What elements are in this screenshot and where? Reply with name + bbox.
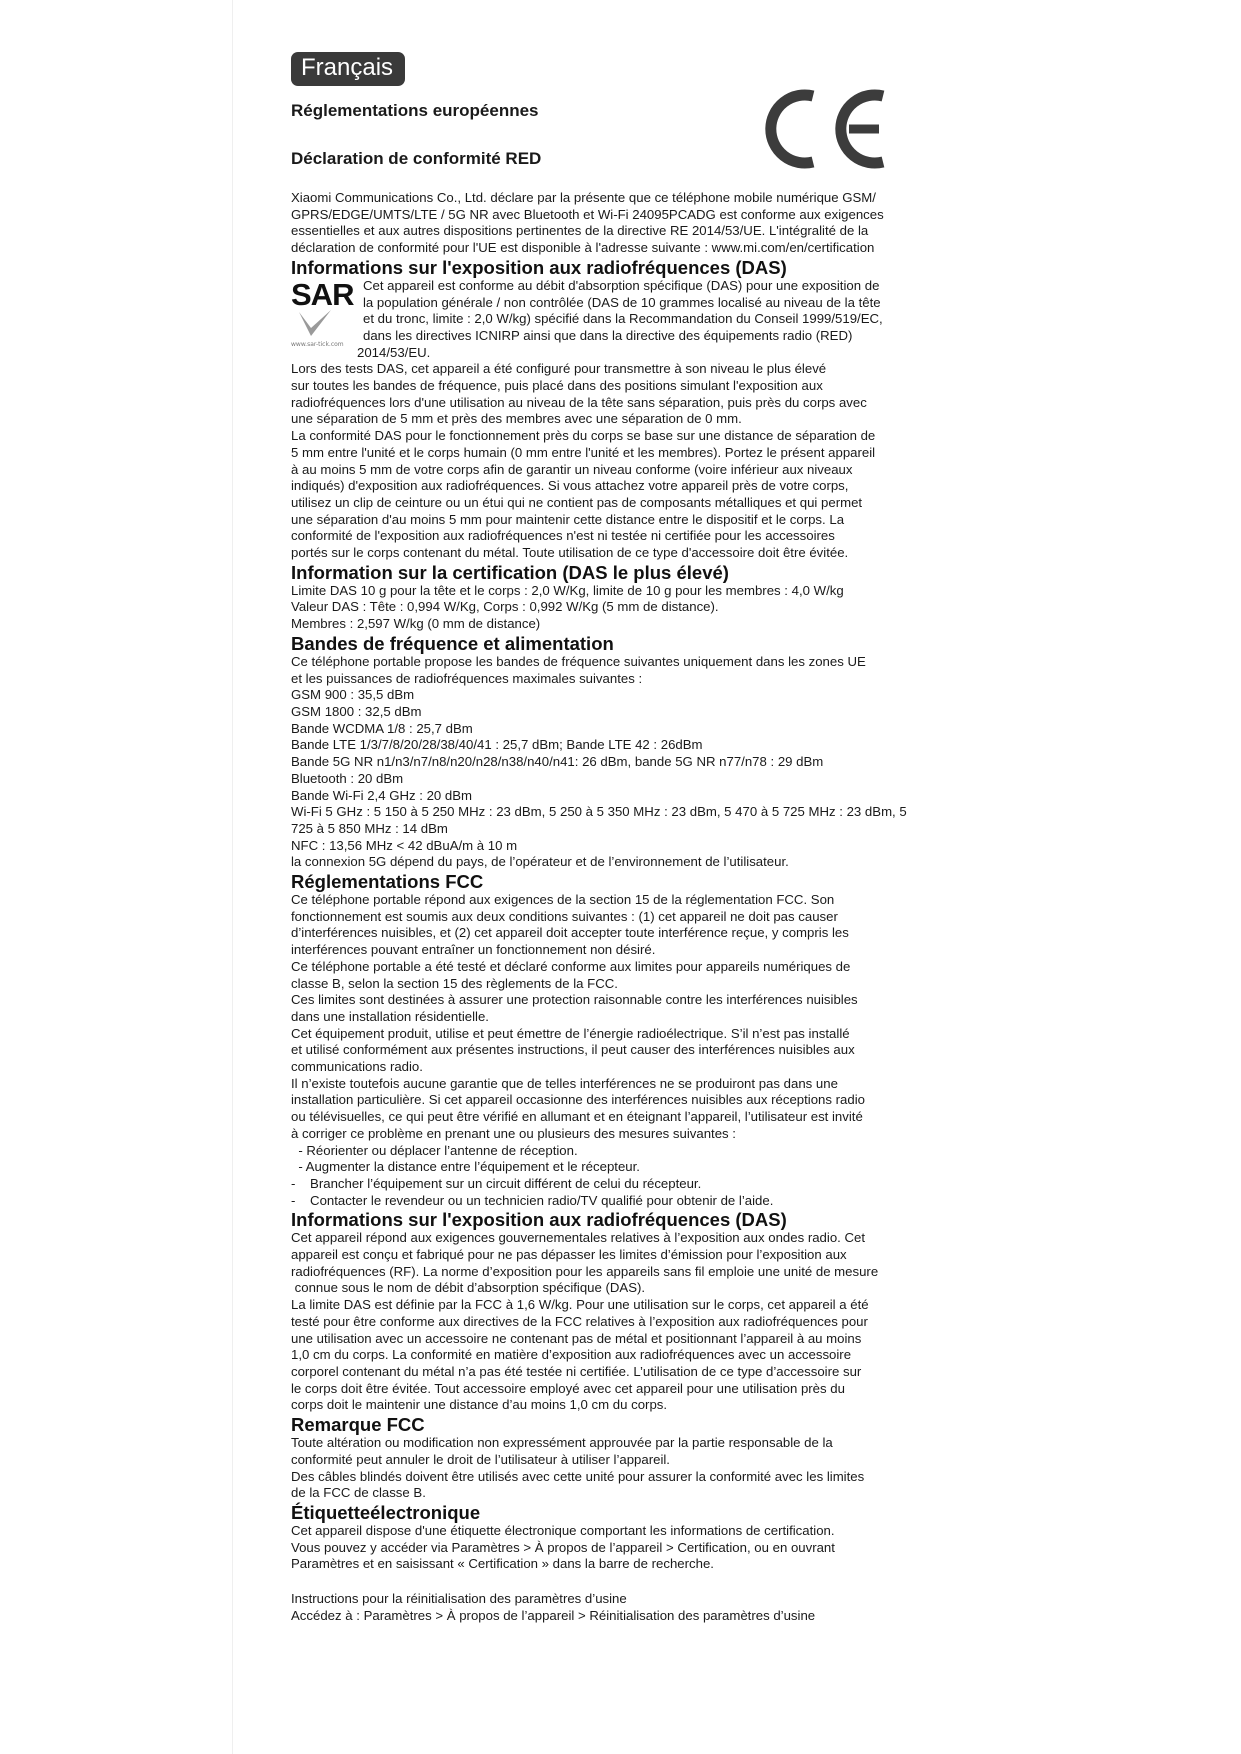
e-label-text: [291, 1523, 961, 1573]
document-content: [291, 52, 961, 1624]
text-line: la connexion 5G dépend du pays, de l’opérateur et de l’environnement de l’utilisateur.: [291, 854, 789, 870]
text-line: Limite DAS 10 g pour la tête et le corps : 2,0 W/Kg, limite de 10 g pour les membres : 4,0 W/kg: [291, 582, 844, 598]
text-line: Des câbles blindés doivent être utilisés avec cette unité pour assurer la conformité avec les limites: [291, 1468, 865, 1484]
text-line: le corps doit être évitée. Tout accessoire employé avec cet appareil pour une utilisation près du: [291, 1380, 845, 1396]
text-line: La limite DAS est définie par la FCC à 1,6 W/kg. Pour une utilisation sur le corps, cet appareil a été: [291, 1297, 869, 1313]
text-line: fonctionnement est soumis aux deux conditions suivantes : (1) cet appareil ne doit pas causer: [291, 908, 838, 924]
ce-mark-icon: [751, 86, 891, 172]
text-line: et les puissances de radiofréquences maximales suivantes :: [291, 670, 643, 686]
sar-text: [357, 277, 961, 362]
text-line: Bluetooth : 20 dBm: [291, 770, 404, 786]
text-line: indiqués) d'exposition aux radiofréquences. Si vous attachez votre appareil près de votre corps,: [291, 478, 849, 494]
text-line: 725 à 5 850 MHz : 14 dBm: [291, 820, 448, 836]
text-line: appareil est conçu et fabriqué pour ne pas dépasser les limites d’émission pour l’exposition aux: [291, 1247, 847, 1263]
text-line: Bande LTE 1/3/7/8/20/28/38/40/41 : 25,7 dBm; Bande LTE 42 : 26dBm: [291, 737, 703, 753]
list-item: - Contacter le revendeur ou un technicien radio/TV qualifié pour obtenir de l’aide.: [291, 1192, 774, 1208]
certification-heading: Information sur la certification (DAS le plus élevé): [291, 561, 729, 583]
text-line: Cet appareil répond aux exigences gouvernementales relatives à l’exposition aux ondes radio. Cet: [291, 1230, 866, 1246]
text-line: classe B, selon la section 15 des règlements de la FCC.: [291, 975, 618, 991]
text-line: d’interférences nuisibles, et (2) cet appareil doit accepter toute interférence reçue, y compris les: [291, 925, 849, 941]
text-line: à au moins 5 mm de votre corps afin de garantir un niveau conforme (voire inférieur aux niveaux: [291, 461, 853, 477]
text-line: déclaration de conformité pour l'UE est disponible à l'adresse suivante : www.mi.com/en/certification: [291, 240, 875, 256]
text-line: Paramètres et en saisissant « Certification » dans la barre de recherche.: [291, 1556, 714, 1572]
text-line: ou télévisuelles, ce qui peut être vérifié en allumant et en éteignant l’appareil, l’utilisateur est invité: [291, 1109, 863, 1125]
das-fcc-text: [291, 1230, 961, 1414]
e-label-heading: Étiquetteélectronique: [291, 1501, 481, 1523]
list-item: - Augmenter la distance entre l’équipement et le récepteur.: [291, 1159, 640, 1175]
text-line: Cet équipement produit, utilise et peut émettre de l’énergie radioélectrique. S’il n’est pas installé: [291, 1025, 850, 1041]
text-line: Toute altération ou modification non expressément approuvée par la partie responsable de la: [291, 1435, 833, 1451]
text-line: Bande WCDMA 1/8 : 25,7 dBm: [291, 720, 473, 736]
text-line: Cet appareil dispose d'une étiquette électronique comportant les informations de certification.: [291, 1522, 835, 1538]
language-badge: Français: [291, 52, 405, 86]
fcc-heading: Réglementations FCC: [291, 871, 484, 893]
sar-logo: [291, 278, 363, 348]
text-line: installation particulière. Si cet appareil occasionne des interférences nuisibles aux réceptions radio: [291, 1092, 865, 1108]
das-fcc-heading: Informations sur l'exposition aux radiofréquences (DAS): [291, 1209, 787, 1231]
spacer: [291, 1573, 961, 1591]
text-line: Accédez à : Paramètres > À propos de l’appareil > Réinitialisation des paramètres d’usine: [291, 1607, 816, 1623]
text-line: Bande Wi-Fi 2,4 GHz : 20 dBm: [291, 787, 473, 803]
text-line: corps doit le maintenir une distance d’au moins 1,0 cm du corps.: [291, 1397, 668, 1413]
text-line: Cet appareil est conforme au débit d'absorption spécifique (DAS) pour une exposition de: [363, 277, 880, 293]
page-edge-line: [232, 0, 233, 1754]
text-line: Ce téléphone portable a été testé et déclaré conforme aux limites pour appareils numériques de: [291, 958, 851, 974]
text-line: dans une installation résidentielle.: [291, 1008, 489, 1024]
text-line: GPRS/EDGE/UMTS/LTE / 5G NR avec Bluetooth et Wi-Fi 24095PCADG est conforme aux exigences: [291, 206, 884, 222]
text-line: interférences pouvant entraîner un fonctionnement non désiré.: [291, 942, 656, 958]
bands-text: [291, 654, 961, 871]
text-line: 1,0 cm du corps. La conformité en matière d’exposition aux radiofréquences avec un accessoire: [291, 1347, 852, 1363]
sar-logo-url: www.sar-tick.com: [291, 340, 344, 348]
fcc-note-heading: Remarque FCC: [291, 1414, 425, 1436]
text-line: GSM 900 : 35,5 dBm: [291, 687, 415, 703]
red-declaration-text: [291, 190, 961, 257]
text-line: et du tronc, limite : 2,0 W/kg) spécifié dans la Recommandation du Conseil 1999/519/EC,: [363, 311, 883, 327]
text-line: Bande 5G NR n1/n3/n7/n8/n20/n28/n38/n40/n41: 26 dBm, bande 5G NR n77/n78 : 29 dBm: [291, 754, 824, 770]
text-line: Instructions pour la réinitialisation des paramètres d’usine: [291, 1591, 627, 1607]
text-line: Vous pouvez y accéder via Paramètres > À propos de l’appareil > Certification, ou en ouvrant: [291, 1539, 835, 1555]
bands-heading: Bandes de fréquence et alimentation: [291, 632, 614, 654]
checkmark-icon: [297, 308, 333, 340]
text-line: conformité de l'exposition aux radiofréquences n'est ni testée ni certifiée pour les accessoires: [291, 528, 835, 544]
text-line: La conformité DAS pour le fonctionnement près du corps se base sur une distance de séparation de: [291, 428, 876, 444]
text-line: et utilisé conformément aux présentes instructions, il peut causer des interférences nuisibles aux: [291, 1042, 855, 1058]
text-line: connue sous le nom de débit d’absorption spécifique (DAS).: [291, 1280, 646, 1296]
text-line: de la FCC de classe B.: [291, 1485, 426, 1501]
eu-regulations-title: Réglementations européennes: [291, 101, 539, 120]
text-line: Lors des tests DAS, cet appareil a été configuré pour transmettre à son niveau le plus élevé: [291, 361, 827, 377]
text-line: NFC : 13,56 MHz < 42 dBuA/m à 10 m: [291, 837, 518, 853]
text-line: une séparation d'au moins 5 mm pour maintenir cette distance entre le dispositif et le corps. La: [291, 511, 845, 527]
ce-mark: [751, 86, 891, 172]
text-line: 2014/53/EU.: [357, 344, 431, 360]
text-line: sur toutes les bandes de fréquence, puis placé dans des positions simulant l'exposition aux: [291, 378, 823, 394]
list-item: - Brancher l’équipement sur un circuit différent de celui du récepteur.: [291, 1175, 702, 1191]
text-line: portés sur le corps contenant du métal. Toute utilisation de ce type d'accessoire doit être évitée.: [291, 545, 849, 561]
text-line: testé pour être conforme aux directives de la FCC relatives à l’exposition aux radiofréquences pour: [291, 1313, 868, 1329]
text-line: Membres : 2,597 W/kg (0 mm de distance): [291, 616, 541, 632]
text-line: une utilisation avec un accessoire ne contenant pas de métal et positionnant l’appareil à au moins: [291, 1330, 862, 1346]
text-line: utilisez un clip de ceinture ou un étui qui ne contient pas de composants métalliques et qui permet: [291, 494, 863, 510]
text-line: Xiaomi Communications Co., Ltd. déclare par la présente que ce téléphone mobile numérique GSM/: [291, 190, 876, 205]
factory-reset-text: [291, 1591, 961, 1624]
text-line: conformité peut annuler le droit de l’utilisateur à utiliser l’appareil.: [291, 1451, 670, 1467]
das-text: [291, 361, 961, 561]
text-line: Valeur DAS : Tête : 0,994 W/Kg, Corps : 0,992 W/Kg (5 mm de distance).: [291, 599, 719, 615]
text-line: Il n’existe toutefois aucune garantie que de telles interférences ne se produiront pas dans une: [291, 1075, 838, 1091]
list-item: - Réorienter ou déplacer l’antenne de réception.: [291, 1142, 578, 1158]
text-line: Ce téléphone portable répond aux exigences de la section 15 de la réglementation FCC. Son: [291, 892, 835, 908]
fcc-text: [291, 892, 961, 1209]
text-line: corporel contenant du métal n’a pas été testée ni certifiée. L’utilisation de ce type d’accessoire sur: [291, 1364, 862, 1379]
sar-logo-label: SAR: [291, 276, 354, 312]
text-line: Ce téléphone portable propose les bandes de fréquence suivantes uniquement dans les zones UE: [291, 653, 866, 669]
certification-text: [291, 583, 961, 633]
fcc-note-text: [291, 1435, 961, 1502]
text-line: essentielles et aux autres dispositions pertinentes de la directive RE 2014/53/UE. L'intégralité de la: [291, 223, 869, 239]
text-line: radiofréquences (RF). La norme d’exposition pour les appareils sans fil emploie une unité de mesure: [291, 1263, 879, 1279]
red-declaration-title: Déclaration de conformité RED: [291, 149, 542, 168]
sar-section: [291, 278, 961, 362]
text-line: dans les directives ICNIRP ainsi que dans la directive des équipements radio (RED): [363, 327, 853, 343]
text-line: Ces limites sont destinées à assurer une protection raisonnable contre les interférences nuisibles: [291, 992, 858, 1008]
text-line: à corriger ce problème en prenant une ou plusieurs des mesures suivantes :: [291, 1125, 736, 1141]
text-line: GSM 1800 : 32,5 dBm: [291, 703, 422, 719]
text-line: une séparation de 5 mm et près des membres avec une séparation de 0 mm.: [291, 411, 742, 427]
text-line: 5 mm entre l'unité et le corps humain (0 mm entre l'unité et les membres). Portez le présent appareil: [291, 444, 876, 460]
text-line: radiofréquences lors d'une utilisation au niveau de la tête sans séparation, puis près du corps avec: [291, 394, 867, 410]
das-heading: Informations sur l'exposition aux radiofréquences (DAS): [291, 256, 787, 278]
text-line: Wi-Fi 5 GHz : 5 150 à 5 250 MHz : 23 dBm, 5 250 à 5 350 MHz : 23 dBm, 5 470 à 5 725 MHz : 23 dBm, 5: [291, 804, 907, 820]
text-line: la population générale / non contrôlée (DAS de 10 grammes localisé au niveau de la tête: [363, 294, 881, 310]
text-line: communications radio.: [291, 1059, 423, 1075]
